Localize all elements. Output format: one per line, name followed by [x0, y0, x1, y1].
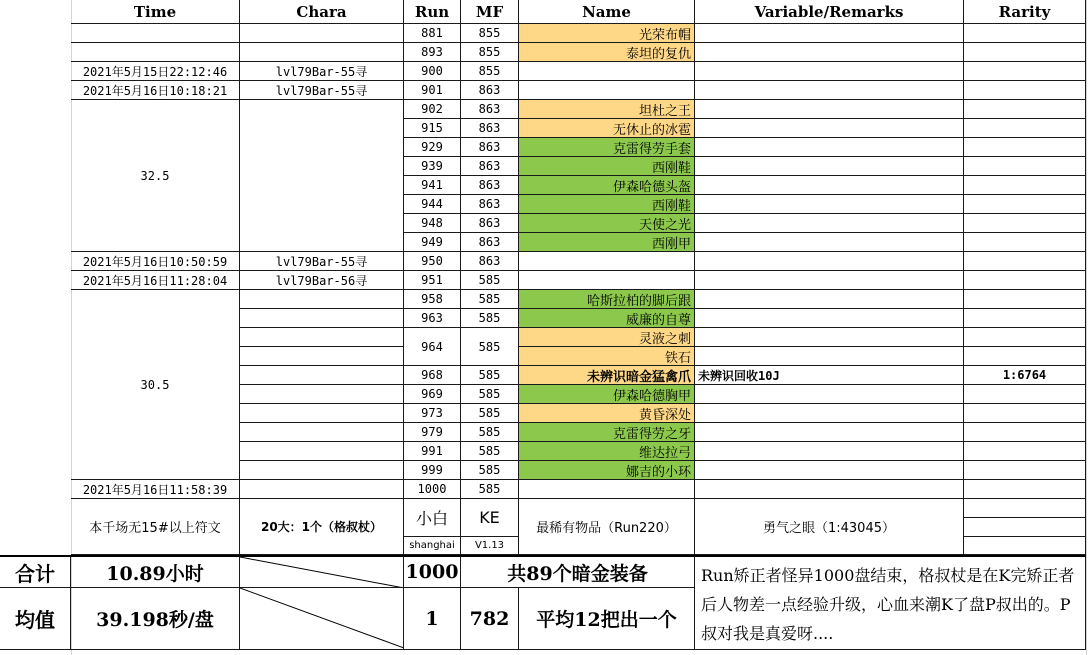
run-cell: 969 [404, 385, 461, 404]
remark-cell [695, 328, 964, 347]
run-cell: 902 [404, 100, 461, 119]
rarity-cell [964, 62, 1086, 81]
rarity-cell [964, 271, 1086, 290]
remark-cell [695, 290, 964, 309]
item-name: 西刚甲 [519, 233, 695, 252]
item-name: 坦杜之王 [519, 100, 695, 119]
remark-cell [695, 81, 964, 100]
rarity-cell [964, 461, 1086, 480]
remark-cell [695, 43, 964, 62]
time-cell: 2021年5月16日11:58:39 [71, 480, 240, 499]
item-name: 无休止的冰雹 [519, 119, 695, 138]
chara-cell [240, 385, 404, 404]
rarity-cell [964, 100, 1086, 119]
mf-cell: 585 [461, 442, 519, 461]
chara-cell [240, 24, 404, 43]
header-name: Name [519, 0, 695, 24]
remark-cell [695, 461, 964, 480]
mf-cell: 585 [461, 328, 519, 366]
item-name: 西刚鞋 [519, 195, 695, 214]
remark-cell [695, 442, 964, 461]
game-name: KE [461, 499, 519, 537]
rarity-cell [964, 157, 1086, 176]
remark-cell [695, 119, 964, 138]
total-hours: 10.89小时 [71, 555, 240, 588]
remark-cell [695, 347, 964, 366]
header-mf: MF [461, 0, 519, 24]
avg-blank-diagonal [240, 588, 404, 650]
total-items: 共89个暗金装备 [461, 555, 695, 588]
avg-run: 1 [404, 588, 461, 650]
run-cell: 979 [404, 423, 461, 442]
time-cell: 2021年5月16日10:18:21 [71, 81, 240, 100]
header-rarity: Rarity [964, 0, 1086, 24]
rarity-cell [964, 537, 1086, 555]
run-cell: 948 [404, 214, 461, 233]
rarity-cell [964, 328, 1086, 347]
item-name [519, 252, 695, 271]
item-name: 光荣布帽 [519, 24, 695, 43]
remark-cell [695, 214, 964, 233]
mf-cell: 585 [461, 385, 519, 404]
mf-cell: 863 [461, 176, 519, 195]
mf-cell: 863 [461, 157, 519, 176]
rarity-cell [964, 423, 1086, 442]
item-name: 伊森哈德胸甲 [519, 385, 695, 404]
run-cell: 939 [404, 157, 461, 176]
mf-cell: 863 [461, 233, 519, 252]
remark-cell [695, 176, 964, 195]
rarity-cell [964, 138, 1086, 157]
player-name: 小白 [404, 499, 461, 537]
run-cell: 958 [404, 290, 461, 309]
header-chara: Chara [240, 0, 404, 24]
chara-cell: lvl79Bar-55寻 [240, 62, 404, 81]
run-cell: 973 [404, 404, 461, 423]
remark-cell [695, 62, 964, 81]
chara-cell: lvl79Bar-55寻 [240, 252, 404, 271]
chara-cell [240, 461, 404, 480]
mf-cell: 863 [461, 81, 519, 100]
chara-cell: lvl79Bar-55寻 [240, 81, 404, 100]
item-name [519, 62, 695, 81]
rarity-cell [964, 119, 1086, 138]
chara-cell [240, 366, 404, 385]
mf-cell: 863 [461, 252, 519, 271]
total-label: 合计 [0, 555, 71, 588]
time-cell: 2021年5月16日10:50:59 [71, 252, 240, 271]
rarity-cell [964, 252, 1086, 271]
time-block-duration: 32.5 [71, 100, 240, 252]
mf-cell: 863 [461, 138, 519, 157]
header-time: Time [71, 0, 240, 24]
run-cell: 929 [404, 138, 461, 157]
item-name: 铁石 [519, 347, 695, 366]
item-name: 克雷得劳之牙 [519, 423, 695, 442]
run-cell: 964 [404, 328, 461, 366]
run-cell: 999 [404, 461, 461, 480]
chara-cell: lvl79Bar-56寻 [240, 271, 404, 290]
item-name: 克雷得劳手套 [519, 138, 695, 157]
time-cell [71, 43, 240, 62]
big-rune-note: 20大：1个（格叔杖） [240, 499, 404, 555]
rarity-cell [964, 347, 1086, 366]
rarity-cell [964, 309, 1086, 328]
item-name: 天使之光 [519, 214, 695, 233]
run-cell: 949 [404, 233, 461, 252]
remark-cell [695, 157, 964, 176]
rarity-cell [964, 81, 1086, 100]
run-cell: 1000 [404, 480, 461, 499]
item-name: 维达拉弓 [519, 442, 695, 461]
total-blank-diagonal [240, 555, 404, 588]
chara-cell [240, 423, 404, 442]
item-name: 黄昏深处 [519, 404, 695, 423]
mf-cell: 585 [461, 423, 519, 442]
run-cell: 915 [404, 119, 461, 138]
rarity-cell [964, 404, 1086, 423]
mf-cell: 855 [461, 43, 519, 62]
remark-cell [695, 252, 964, 271]
chara-cell [240, 328, 404, 347]
item-name: 未辨识暗金猛禽爪 [519, 366, 695, 385]
mf-cell: 855 [461, 62, 519, 81]
item-name [519, 81, 695, 100]
time-cell: 2021年5月16日11:28:04 [71, 271, 240, 290]
remark-cell [695, 309, 964, 328]
rarity-cell [964, 24, 1086, 43]
mf-cell: 585 [461, 309, 519, 328]
mf-cell: 863 [461, 195, 519, 214]
game-version: V1.13 [461, 537, 519, 555]
run-cell: 901 [404, 81, 461, 100]
chara-cell [240, 309, 404, 328]
remark-cell [695, 100, 964, 119]
mf-cell: 863 [461, 214, 519, 233]
run-cell: 950 [404, 252, 461, 271]
avg-items: 平均12把出一个 [519, 588, 695, 650]
avg-time: 39.198秒/盘 [71, 588, 240, 650]
avg-mf: 782 [461, 588, 519, 650]
rarity-cell [964, 214, 1086, 233]
item-name: 泰坦的复仇 [519, 43, 695, 62]
time-cell [71, 24, 240, 43]
rarity-cell [964, 499, 1086, 518]
rarity-cell [964, 385, 1086, 404]
item-name [519, 480, 695, 499]
run-cell: 893 [404, 43, 461, 62]
chara-cell [240, 43, 404, 62]
mf-cell: 585 [461, 271, 519, 290]
avg-label: 均值 [0, 588, 71, 650]
run-cell: 951 [404, 271, 461, 290]
mf-cell: 585 [461, 290, 519, 309]
item-name [519, 271, 695, 290]
remark-cell [695, 195, 964, 214]
remark-cell [695, 404, 964, 423]
rarity-cell [964, 233, 1086, 252]
item-name: 娜吉的小环 [519, 461, 695, 480]
chara-cell [240, 290, 404, 309]
header-remarks: Variable/Remarks [695, 0, 964, 24]
rarity-cell [964, 290, 1086, 309]
rarity-cell: 1:6764 [964, 366, 1086, 385]
total-runs: 1000 [404, 555, 461, 588]
run-cell: 944 [404, 195, 461, 214]
remark-cell [695, 138, 964, 157]
remark-cell [695, 385, 964, 404]
run-cell: 941 [404, 176, 461, 195]
comment: Run矫正者怪异1000盘结束，格叔杖是在K完矫正者后人物差一点经验升级，心血来潮K了盘P叔出的。P叔对我是真爱呀.... [695, 555, 1086, 650]
rarity-cell [964, 518, 1086, 537]
mf-cell: 855 [461, 24, 519, 43]
time-block-duration: 30.5 [71, 290, 240, 480]
run-cell: 991 [404, 442, 461, 461]
item-name: 哈斯拉柏的脚后跟 [519, 290, 695, 309]
remark-cell [695, 24, 964, 43]
chara-cell [240, 442, 404, 461]
remark-cell [695, 271, 964, 290]
rarest-item: 勇气之眼（1:43045） [695, 499, 964, 555]
mf-cell: 863 [461, 119, 519, 138]
run-cell: 963 [404, 309, 461, 328]
chara-cell [240, 480, 404, 499]
time-cell: 2021年5月15日22:12:46 [71, 62, 240, 81]
rarity-cell [964, 176, 1086, 195]
mf-cell: 863 [461, 100, 519, 119]
remark-cell [695, 480, 964, 499]
server-name: shanghai [404, 537, 461, 555]
rarity-cell [964, 195, 1086, 214]
remark-cell [695, 233, 964, 252]
item-name: 西刚鞋 [519, 157, 695, 176]
mf-cell: 585 [461, 461, 519, 480]
rarity-cell [964, 43, 1086, 62]
item-name: 灵液之刺 [519, 328, 695, 347]
chara-cell [240, 347, 404, 366]
rarity-cell [964, 480, 1086, 499]
mf-cell: 585 [461, 366, 519, 385]
run-cell: 881 [404, 24, 461, 43]
mf-cell: 585 [461, 480, 519, 499]
item-name: 威廉的自尊 [519, 309, 695, 328]
remark-cell [695, 423, 964, 442]
remark-cell: 未辨识回收10J [695, 366, 964, 385]
header-run: Run [404, 0, 461, 24]
mf-cell: 585 [461, 404, 519, 423]
rarity-cell [964, 442, 1086, 461]
rune-note: 本千场无15#以上符文 [71, 499, 240, 555]
rarest-label: 最稀有物品（Run220） [519, 499, 695, 555]
item-name: 伊森哈德头盔 [519, 176, 695, 195]
run-cell: 968 [404, 366, 461, 385]
run-cell: 900 [404, 62, 461, 81]
chara-cell [240, 404, 404, 423]
chara-cell [240, 100, 404, 252]
